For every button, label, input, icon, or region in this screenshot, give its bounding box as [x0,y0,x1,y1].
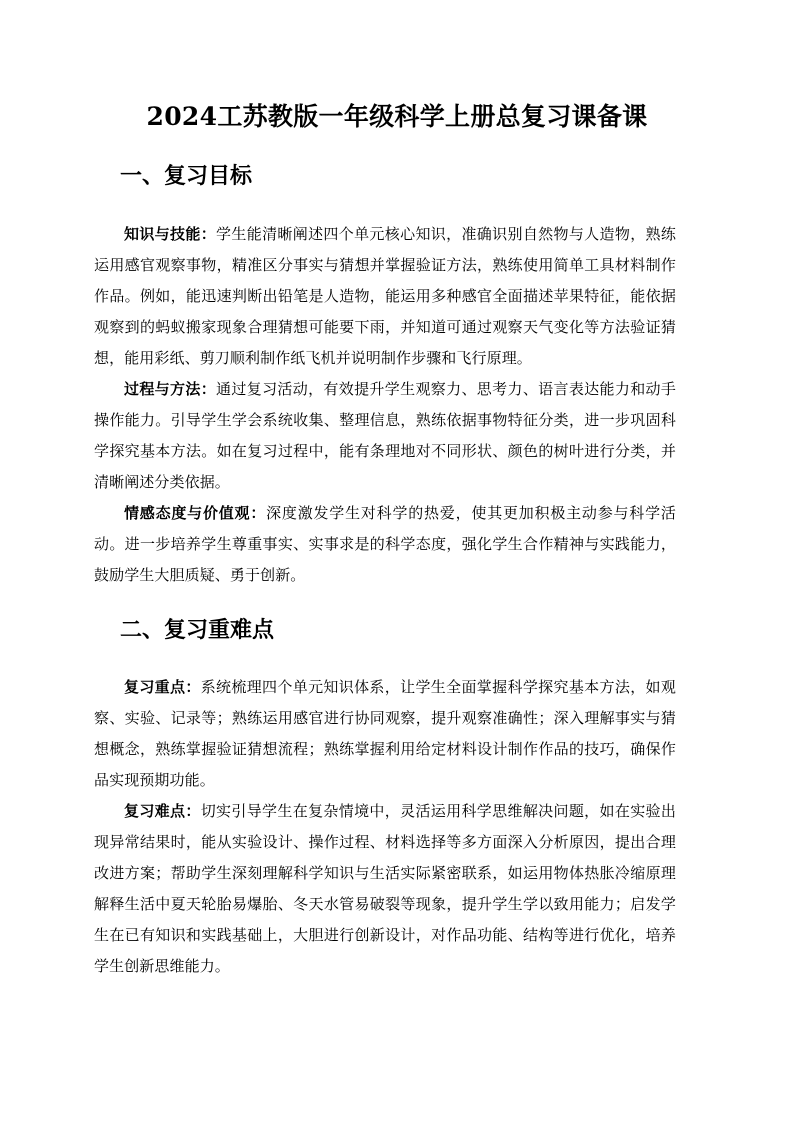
paragraph-text: 切实引导学生在复杂情境中，灵活运用科学思维解决问题，如在实验出现异常结果时，能从实验设计、操作过程、材料选择等多方面深入分析原因，提出合理改进方案；帮助学生深刻理解科学知识与生活实际紧密联系，如运用物体热胀冷缩原理解释生活中夏天轮胎易爆胎、冬天水管易破裂等现象，提升学生学以致用能力；启发学生在已有知识和实践基础上，大胆进行创新设计，对作品功能、结构等进行优化，培养学生创新思维能力。 [94,802,676,975]
paragraph-lead: 知识与技能 [124,225,201,243]
paragraph-lead-separator: ： [185,802,201,820]
paragraph-text: 系统梳理四个单元知识体系，让学生全面掌握科学探究基本方法，如观察、实验、记录等；熟练运用感官进行协同观察，提升观察准确性；深入理解事实与猜想概念，熟练掌握验证猜想流程；熟练掌握利用给定材料设计制作作品的技巧，确保作品实现预期功能。 [94,678,676,789]
paragraph-text: 学生能清晰阐述四个单元核心知识，准确识别自然物与人造物，熟练运用感官观察事物，精准区分事实与猜想并掌握验证方法，熟练使用简单工具材料制作作品。例如，能迅速判断出铅笔是人造物，能运用多种感官全面描述苹果特征，能依据观察到的蚂蚁搬家现象合理猜想可能要下雨，并知道可通过观察天气变化等方法验证猜想，能用彩纸、剪刀顺利制作纸飞机并说明制作步骤和飞行原理。 [94,225,676,367]
paragraph-lead: 情感态度与价值观 [124,504,251,522]
paragraph-key-points [94,672,676,796]
paragraph-knowledge-skills [94,219,676,374]
document-title: 2024工苏教版一年级科学上册总复习课备课 [146,102,648,131]
section-heading-review-goals: 一、复习目标 [120,163,253,189]
paragraph-lead: 过程与方法 [124,380,201,398]
review-goals-body [94,219,676,591]
paragraph-text: 通过复习活动，有效提升学生观察力、思考力、语言表达能力和动手操作能力。引导学生学会系统收集、整理信息，熟练依据事物特征分类，进一步巩固科学探究基本方法。如在复习过程中，能有条理地对不同形状、颜色的树叶进行分类，并清晰阐述分类依据。 [94,380,676,491]
paragraph-lead: 复习难点 [124,802,186,820]
paragraph-difficult-points [94,796,676,982]
paragraph-lead: 复习重点 [124,678,186,696]
key-difficult-points-body [94,672,676,982]
paragraph-lead-separator: ： [185,678,201,696]
paragraph-lead-separator: ： [200,225,217,243]
section-heading-key-difficult-points: 二、复习重难点 [120,617,275,643]
paragraph-process-methods [94,374,676,498]
paragraph-text: 深度激发学生对科学的热爱，使其更加积极主动参与科学活动。进一步培养学生尊重事实、实事求是的科学态度，强化学生合作精神与实践能力，鼓励学生大胆质疑、勇于创新。 [94,504,676,584]
paragraph-lead-separator: ： [250,504,267,522]
paragraph-lead-separator: ： [200,380,217,398]
paragraph-attitude-values [94,498,676,591]
